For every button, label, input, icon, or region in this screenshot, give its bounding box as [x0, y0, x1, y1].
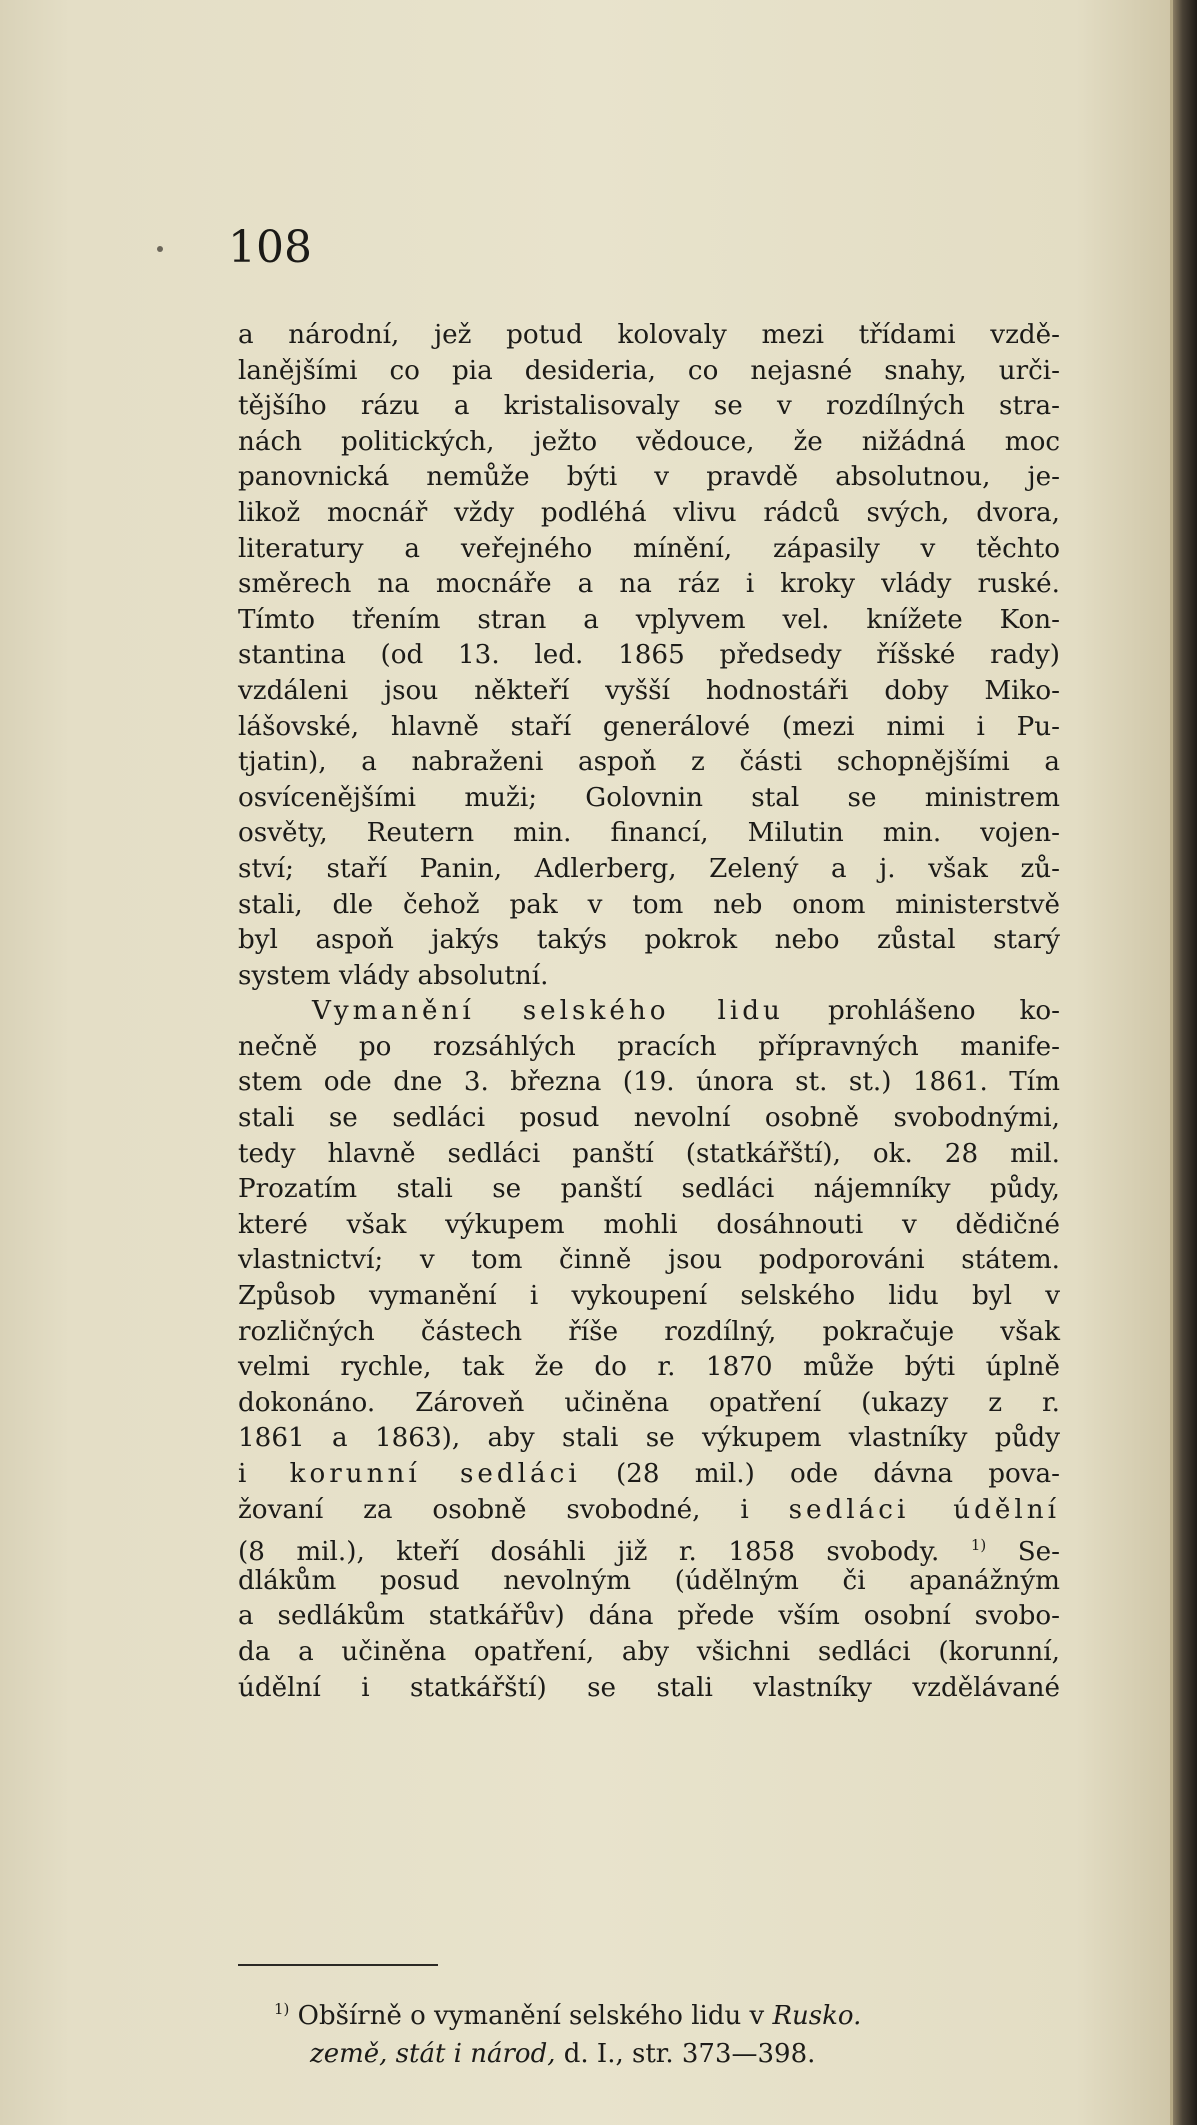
text-line: stantina (od 13. led. 1865 předsedy říšské rady)	[238, 640, 1060, 671]
text-line: lášovské, hlavně staří generálové (mezi nimi i Pu-	[238, 711, 1060, 742]
spaced-heading: Vymanění selského lidu	[312, 996, 784, 1027]
text-line: směrech na mocnáře a na ráz i kroky vlády ruské.	[238, 569, 1060, 600]
text-line	[238, 1493, 1060, 1529]
text-line: rozličných částech říše rozdílný, pokračuje však	[238, 1316, 1060, 1347]
page-number: 108	[228, 222, 312, 273]
text-line: ství; staří Panin, Adlerberg, Zelený a j. však zů-	[238, 853, 1060, 884]
text-line: byl aspoň jakýs takýs pokrok nebo zůstal starý	[238, 925, 1060, 956]
text-fragment: Se-	[1017, 1537, 1060, 1568]
text-line: literatury a veřejného mínění, zápasily v těchto	[238, 533, 1060, 564]
text-line: likož mocnář vždy podléhá vlivu rádců svých, dvora,	[238, 497, 1060, 528]
book-edge	[1173, 0, 1197, 2125]
text-fragment: (28 mil.) ode dávna pova-	[615, 1459, 1060, 1489]
footnote-mark: 1)	[274, 2000, 290, 2018]
text-line: tějšího rázu a kristalisovaly se v rozdílných stra-	[238, 391, 1060, 422]
spaced-term: sedláci údělní	[788, 1494, 1060, 1525]
text-line: Tímto třením stran a vplyvem vel. knížete Kon-	[238, 604, 1060, 635]
text-line: Způsob vymanění i vykoupení selského lidu byl v	[238, 1281, 1060, 1312]
footnote-reference: 1)	[970, 1536, 987, 1555]
text-line: dokonáno. Zároveň učiněna opatření (ukazy z r.	[238, 1387, 1060, 1418]
text-line: tedy hlavně sedláci panští (statkářští), ok. 28 mil.	[238, 1138, 1060, 1169]
footnote-text: d. I., str. 373—398.	[563, 2039, 816, 2069]
text-line: stem ode dne 3. března (19. února st. st.) 1861. Tím	[238, 1067, 1060, 1098]
text-fragment: žovaní za osobně svobodné, i	[238, 1494, 749, 1525]
text-fragment: (8 mil.), kteří dosáhli již r. 1858 svobody.	[238, 1537, 940, 1568]
text-line: nečně po rozsáhlých pracích přípravných manife-	[238, 1031, 1060, 1062]
footnote-line	[238, 1990, 1060, 2035]
text-line: vlastnictví; v tom činně jsou podporováni státem.	[238, 1245, 1060, 1276]
text-line	[238, 1457, 1060, 1493]
spaced-term: i korunní sedláci	[238, 1459, 581, 1489]
footnote-text: Obšírně o vymanění selského lidu v	[297, 2001, 765, 2031]
text-line: lanějšími co pia desideria, co nejasné snahy, urči-	[238, 355, 1060, 386]
text-line: nách politických, ježto vědouce, že nižádná moc	[238, 426, 1060, 457]
footnote-source: Rusko.	[772, 2001, 862, 2031]
main-text	[238, 318, 1060, 1706]
page-mark	[157, 246, 163, 252]
text-line: vzdáleni jsou někteří vyšší hodnostáři doby Miko-	[238, 675, 1060, 706]
text-line: osvícenějšími muži; Golovnin stal se ministrem	[238, 782, 1060, 813]
text-line: system vlády absolutní.	[238, 960, 549, 991]
footnote-line	[238, 2035, 1060, 2073]
text-line: tjatin), a nabraženi aspoň z části schopnějšími a	[238, 747, 1060, 778]
text-line: a národní, jež potud kolovaly mezi třídami vzdě-	[238, 320, 1060, 350]
text-line: které však výkupem mohli dosáhnouti v dědičné	[238, 1209, 1060, 1240]
footnote-source: země, stát i národ,	[310, 2039, 556, 2069]
text-line	[238, 1528, 1060, 1568]
text-line: stali se sedláci posud nevolní osobně svobodnými,	[238, 1103, 1060, 1134]
text-line: Prozatím stali se panští sedláci nájemníky půdy,	[238, 1174, 1060, 1205]
footnote	[238, 1990, 1060, 2073]
footnote-divider	[238, 1964, 438, 1966]
text-line: da a učiněna opatření, aby všichni sedláci (korunní,	[238, 1636, 1060, 1667]
text-line: osvěty, Reutern min. financí, Milutin min. vojen-	[238, 818, 1060, 849]
text-line: a sedlákům statkářův) dána přede vším osobní svobo-	[238, 1601, 1060, 1632]
text-fragment: prohlášeno ko-	[828, 996, 1061, 1027]
text-line: stali, dle čehož pak v tom neb onom ministerstvě	[238, 889, 1060, 920]
text-line: údělní i statkářští) se stali vlastníky vzdělávané	[238, 1672, 1060, 1703]
paragraph-lead-line	[238, 994, 1060, 1030]
text-line: panovnická nemůže býti v pravdě absolutnou, je-	[238, 462, 1060, 493]
text-line: dlákům posud nevolným (údělným či apanážným	[238, 1565, 1060, 1596]
text-line: 1861 a 1863), aby stali se výkupem vlastníky půdy	[238, 1423, 1060, 1454]
text-line: velmi rychle, tak že do r. 1870 může býti úplně	[238, 1352, 1060, 1383]
